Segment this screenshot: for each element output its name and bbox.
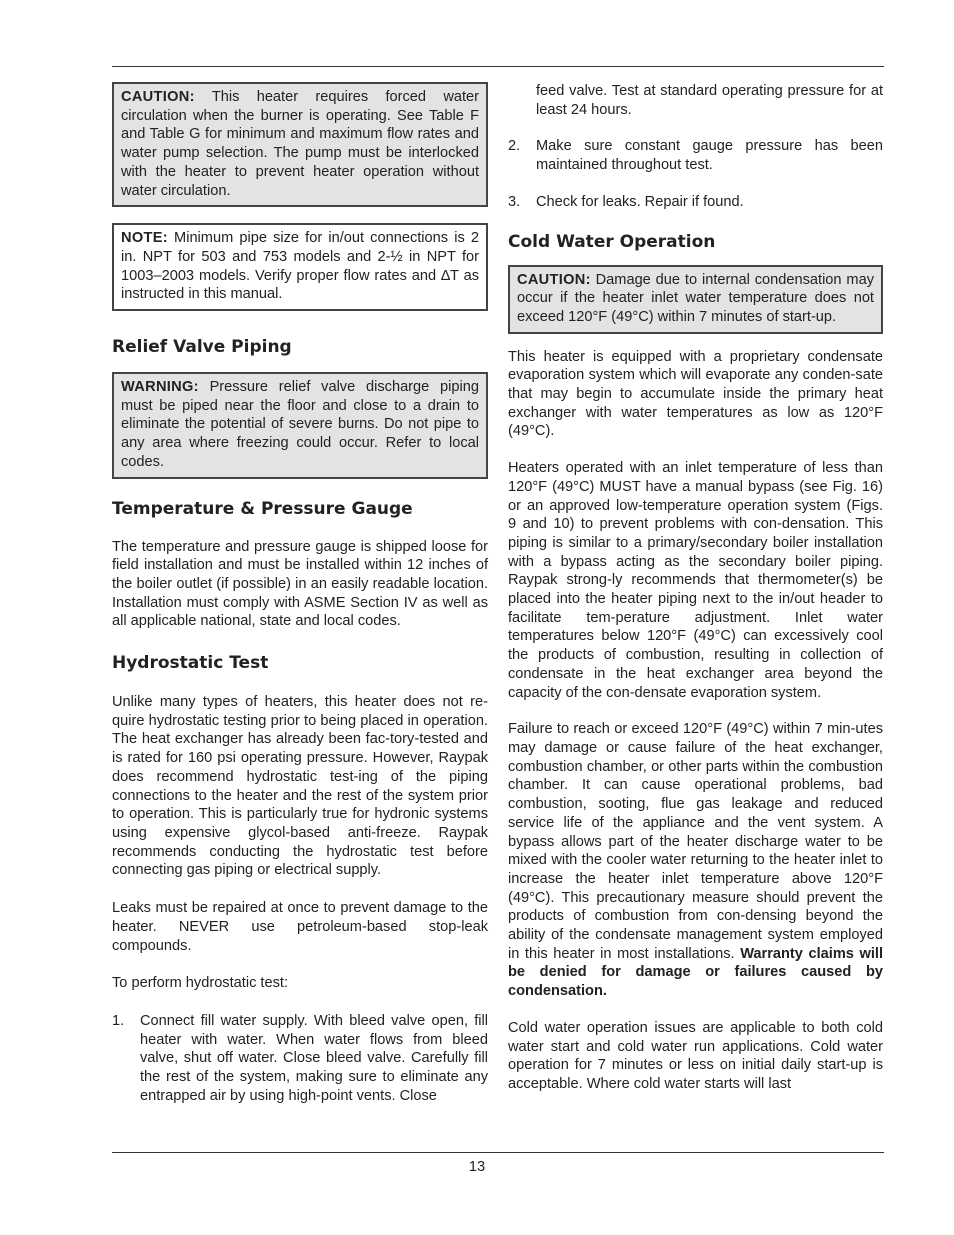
note-label: NOTE: (121, 230, 168, 247)
warranty-statement: Warranty claims will be denied for damage or failures caused by condensation. (508, 945, 883, 1000)
paragraph-hydrostatic-1: Unlike many types of heaters, this heater does not re-quire hydrostatic testing prior to being placed in operation. The heat exchanger has already been fac-tory-tested and is rated for 160 psi operating pressure. However, Raypak does recommend hydrostatic test-ing of the piping connections to the heater and the rest of the system prior to operation. This is particularly true for hydronic systems using expensive glycol-based anti-freeze. Raypak recommends conducting the hydrostatic test before connecting gas piping or electrical supply. (112, 694, 488, 879)
caution-box-condensation (508, 265, 883, 334)
step-text: Connect fill water supply. With bleed valve open, fill heater with water. When water flows from bleed valve, shut off water. Close bleed valve. Carefully fill the rest of the system, making sure to eliminate any entrapped air by using high-point vents. Close (140, 1012, 488, 1104)
list-item (508, 82, 883, 119)
warning-box-relief-valve (112, 372, 488, 479)
step-text: Check for leaks. Repair if found. (536, 193, 744, 210)
hydrostatic-steps-continued (508, 82, 883, 212)
note-text: Minimum pipe size for in/out connections is 2 in. NPT for 503 and 753 models and 2-½ in NPT for 1003–2003 models. Verify proper flow rates and ∆T as instructed in this manual. (121, 230, 479, 303)
left-column (112, 82, 488, 1105)
note-box-pipe-size (112, 223, 488, 311)
paragraph-cold-water-4: Cold water operation issues are applicable to both cold water start and cold water run applications. Cold water operation for 7 minutes or less on initial daily start-up is acceptable. Where cold water starts will last (508, 1019, 883, 1092)
caution-box-flow (112, 82, 488, 207)
caution-text: This heater requires forced water circulation when the burner is operating. See Table F and Table G for minimum and maximum flow rates and water pump selection. The pump must be interlocked with the heater to prevent heater operation without water circulation. (121, 89, 480, 199)
caution-label: CAUTION: (121, 89, 195, 105)
heading-temperature-pressure-gauge: Temperature & Pressure Gauge (112, 498, 413, 519)
paragraph-hydrostatic-3: To perform hydrostatic test: (112, 975, 289, 992)
right-column (508, 82, 883, 1094)
hydrostatic-steps-list (112, 1012, 488, 1106)
heading-cold-water-operation: Cold Water Operation (508, 231, 716, 252)
top-rule (112, 66, 884, 67)
page-number: 13 (468, 1159, 486, 1175)
step-number: 3. (508, 193, 521, 210)
heading-relief-valve-piping: Relief Valve Piping (112, 337, 292, 358)
caution-label: CAUTION: (517, 271, 591, 288)
step-number: 1. (112, 1012, 125, 1029)
paragraph-cold-water-2: Heaters operated with an inlet temperature of less than 120°F (49°C) MUST have a manual bypass (see Fig. 16) or an approved low-temperature operation system (Figs. 9 and 10) to prevent problems with con-densation. This piping is similar to a primary/secondary boiler installation with a bypass acting as the secondary boiler piping. Raypak strong-ly recommends that thermometer(s) be placed into the heater piping next to the in/out header to facilitate tem-perature adjustment. Inlet water temperatures below 120°F (49°C) can excessively cool the products of combustion, resulting in collection of condensate in the heat exchanger area beyond the capacity of the con-densate evaporation system. (508, 460, 883, 701)
paragraph-hydrostatic-2: Leaks must be repaired at once to prevent damage to the heater. NEVER use petroleum-based stop-leak compounds. (112, 900, 488, 954)
heading-hydrostatic-test: Hydrostatic Test (112, 653, 269, 674)
warning-label: WARNING: (121, 379, 199, 396)
paragraph-cold-water-1: This heater is equipped with a proprietary condensate evaporation system which will evaporate any conden-sate that may begin to accumulate inside the primary heat exchanger with water temperatures as low as 120°F (49°C). (508, 348, 883, 440)
bottom-rule (112, 1152, 884, 1153)
step-text: Make sure constant gauge pressure has been maintained throughout test. (536, 138, 883, 174)
list-item (508, 137, 883, 174)
caution-text: Damage due to internal condensation may occur if the heater inlet water temperature does not exceed 120°F (49°C) within 7 minutes of start-up. (517, 271, 874, 325)
step-number: 2. (508, 138, 521, 155)
warning-text: Pressure relief valve discharge piping must be piped near the floor and close to a drain to eliminate the potential of severe burns. Do not pipe to any area where freezing could occur. Refer to local codes. (121, 379, 479, 470)
list-item (112, 1012, 488, 1106)
list-item (508, 193, 883, 212)
paragraph-gauge: The temperature and pressure gauge is shipped loose for field installation and must be installed within 12 inches of the boiler outlet (if possible) in an easily readable location. Installation must comply with ASME Section IV as well as all applicable national, state and local codes. (112, 538, 488, 630)
step-text: feed valve. Test at standard operating pressure for at least 24 hours. (536, 83, 883, 118)
paragraph-text: Failure to reach or exceed 120°F (49°C) within 7 min-utes may damage or cause failure of the heat exchanger, combustion chamber, or other parts within the combustion chamber. It can cause operational problems, bad combustion, sooting, flue gas leakage and reduced service life of the appliance and the vent system. A bypass allows part of the heater discharge water to be mixed with the cooler water returning to the heater inlet to increase the heater inlet temperature above 120°F (49°C). This precautionary measure should prevent the products of combustion from con-densing beyond the ability of the condensate management system employed in this heater in most installations. (508, 721, 883, 962)
paragraph-cold-water-3 (508, 720, 883, 1001)
